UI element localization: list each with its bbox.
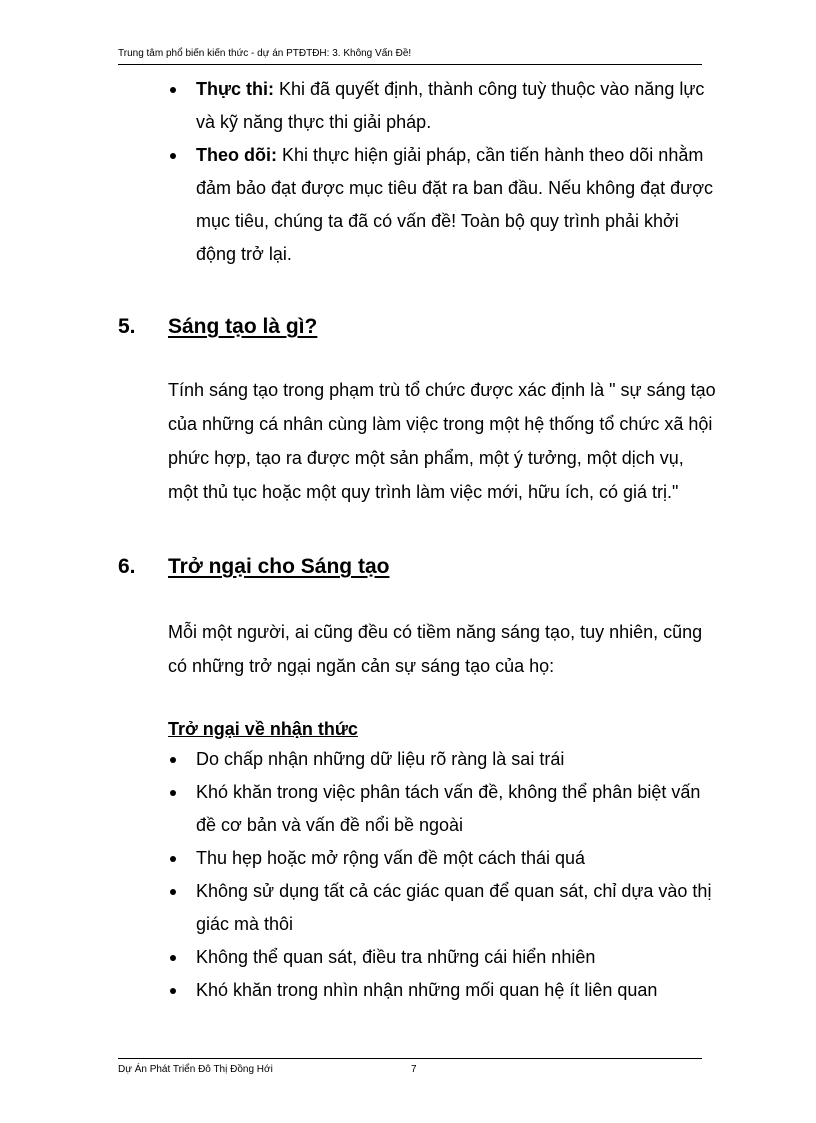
- list-item: [118, 139, 718, 271]
- list-item: [118, 73, 718, 139]
- list-item-text: Khó khăn trong nhìn nhận những mối quan hệ ít liên quan: [196, 980, 658, 1000]
- section-title: Sáng tạo là gì?: [168, 315, 318, 338]
- page-footer: [118, 1058, 702, 1078]
- footer-text: Dự Án Phát Triển Đô Thị Đồng Hới: [118, 1064, 273, 1075]
- bullet-text: Khi đã quyết định, thành công tuỳ thuộc vào năng lực và kỹ năng thực thi giải pháp.: [196, 79, 705, 132]
- section-paragraph: Mỗi một người, ai cũng đều có tiềm năng sáng tạo, tuy nhiên, cũng có những trở ngại ngăn cản sự sáng tạo của họ:: [168, 622, 703, 676]
- list-item-text: Khó khăn trong việc phân tách vấn đề, không thể phân biệt vấn đề cơ bản và vấn đề nổi bề ngoài: [196, 782, 701, 835]
- section-number: 5.: [118, 315, 136, 338]
- section-heading-6: [118, 553, 718, 581]
- bullet-text: Khi thực hiện giải pháp, cần tiến hành theo dõi nhằm đảm bảo đạt được mục tiêu đặt ra ban đầu. Nếu không đạt được mục tiêu, chúng ta đã có vấn đề! Toàn bộ quy trình phải khởi động trở lại.: [196, 145, 714, 264]
- list-item: [118, 941, 718, 974]
- list-item: [118, 842, 718, 875]
- list-item: [118, 974, 718, 1007]
- bullet-icon: [170, 988, 176, 994]
- list-item-text: Thu hẹp hoặc mở rộng vấn đề một cách thái quá: [196, 848, 586, 868]
- page-header: [118, 47, 702, 65]
- bullet-icon: [170, 153, 176, 159]
- list-item: [118, 776, 718, 842]
- list-item: [118, 875, 718, 941]
- bullet-label: Theo dõi:: [196, 145, 277, 165]
- list-item-text: Không sử dụng tất cả các giác quan để quan sát, chỉ dựa vào thị giác mà thôi: [196, 881, 712, 934]
- list-item-text: Không thể quan sát, điều tra những cái hiển nhiên: [196, 947, 596, 967]
- obstacle-list: [118, 743, 718, 1007]
- header-text: Trung tâm phổ biến kiến thức - dự án PTĐTĐH: 3. Không Vấn Đề!: [118, 48, 412, 59]
- subheading: Trở ngại về nhận thức: [168, 719, 358, 739]
- list-item-text: Do chấp nhận những dữ liệu rõ ràng là sai trái: [196, 749, 565, 769]
- page-number: 7: [411, 1064, 417, 1075]
- section-title: Trở ngại cho Sáng tạo: [168, 555, 390, 578]
- top-bullet-list: [118, 73, 718, 271]
- bullet-label: Thực thi:: [196, 79, 275, 99]
- bullet-icon: [170, 790, 176, 796]
- bullet-icon: [170, 757, 176, 763]
- bullet-icon: [170, 856, 176, 862]
- section-paragraph: Tính sáng tạo trong phạm trù tổ chức được xác định là " sự sáng tạo của những cá nhân cùng làm việc trong một hệ thống tổ chức xã hội phức hợp, tạo ra được một sản phẩm, một ý tưởng, một dịch vụ, một thủ tục hoặc một quy trình làm việc mới, hữu ích, có giá trị.": [168, 380, 716, 502]
- section-number: 6.: [118, 555, 136, 578]
- list-item: [118, 743, 718, 776]
- bullet-icon: [170, 87, 176, 93]
- bullet-icon: [170, 889, 176, 895]
- bullet-icon: [170, 955, 176, 961]
- page-content: [118, 70, 718, 1007]
- section-heading-5: [118, 313, 718, 341]
